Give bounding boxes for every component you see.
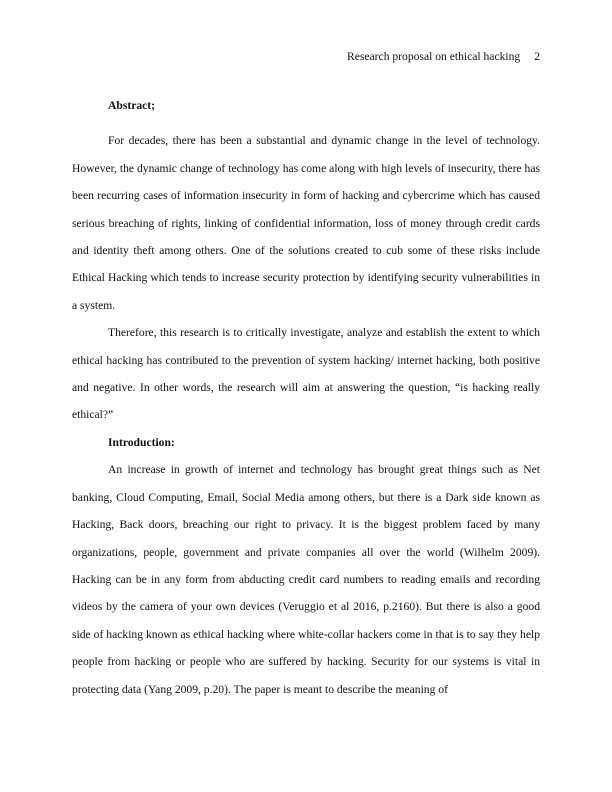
abstract-heading: Abstract;	[108, 99, 156, 112]
introduction-heading: Introduction:	[108, 435, 175, 449]
page-number: 2	[534, 50, 540, 63]
running-title: Research proposal on ethical hacking	[347, 50, 521, 63]
document-body	[72, 92, 540, 703]
abstract-paragraph-1: For decades, there has been a substantial and dynamic change in the level of technology. However, the dynamic change of technology has come along with high levels of insecurity, there has been recurring cases of information insecurity in form of hacking and cybercrime which has caused serious breaching of rights, linking of confidential information, loss of money through credit cards and identity theft among others. One of the solutions created to cub some of these risks include Ethical Hacking which tends to increase security protection by identifying security vulnerabilities in a system.	[72, 134, 540, 312]
running-header	[347, 50, 540, 63]
abstract-paragraph-2: Therefore, this research is to critically investigate, analyze and establish the extent to which ethical hacking has contributed to the prevention of system hacking/ internet hacking, both positive and negative. In other words, the research will aim at answering the question, “is hacking really ethical?”	[72, 326, 540, 422]
introduction-paragraph-1: An increase in growth of internet and technology has brought great things such as Net banking, Cloud Computing, Email, Social Media among others, but there is a Dark side known as Hacking, Back doors, breaching our right to privacy. It is the biggest problem faced by many organizations, people, government and private companies all over the world (Wilhelm 2009). Hacking can be in any form from abducting credit card numbers to reading emails and recording videos by the camera of your own devices (Veruggio et al 2016, p.2160). But there is also a good side of hacking known as ethical hacking where white-collar hackers come in that is to say they help people from hacking or people who are suffered by hacking. Security for our systems is vital in protecting data (Yang 2009, p.20). The paper is meant to describe the meaning of	[72, 463, 540, 696]
